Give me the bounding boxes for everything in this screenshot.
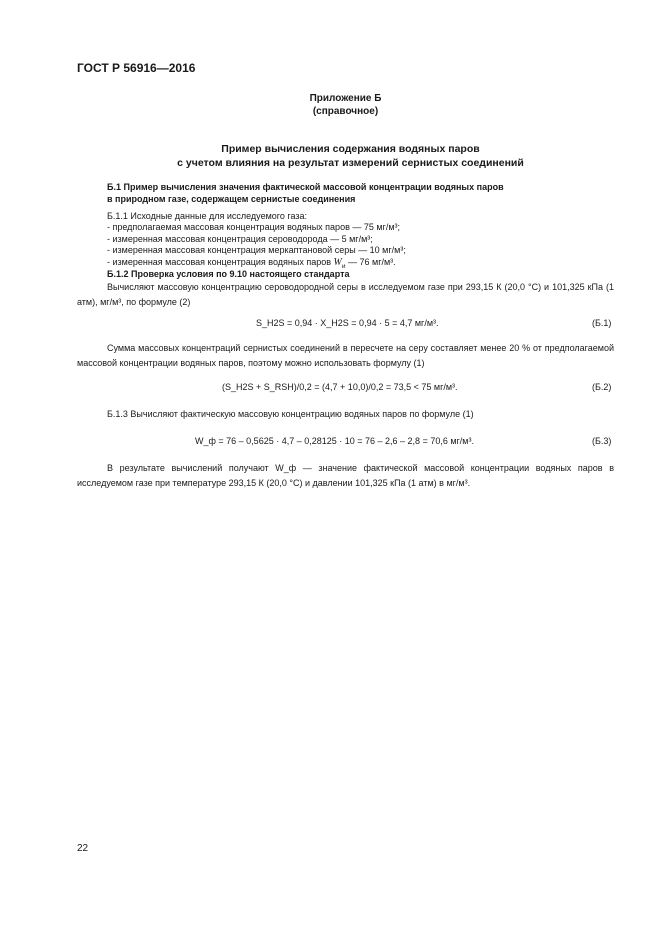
title-line-2: с учетом влияния на результат измерений сернистых соединений — [177, 157, 524, 169]
section-b1-heading-line1: Б.1 Пример вычисления значения фактической массовой концентрации водяных паров — [107, 182, 504, 192]
appendix-type: (справочное) — [312, 106, 379, 117]
section-b1-heading-line2: в природном газе, содержащем сернистые соединения — [107, 194, 356, 204]
paragraph-2: Сумма массовых концентраций сернистых соединений в пересчете на серу составляет менее 20 % от предполагаемой массовой концентрации водяных паров, поэтому можно использовать формулу (1) — [77, 343, 614, 368]
equation-number-b3: (Б.3) — [592, 436, 612, 446]
list-item: - измеренная массовая концентрация сероводорода — 5 мг/м³; — [107, 234, 373, 244]
list-item: - измеренная массовая концентрация меркаптановой серы — 10 мг/м³; — [107, 245, 406, 255]
list-item-tail: — 76 мг/м³. — [345, 257, 396, 267]
variable-subscript: и — [341, 262, 346, 270]
paragraph-1: Вычисляют массовую концентрацию сероводородной серы в исследуемом газе при 293,15 К (20,0 °С) и 101,325 кПа (1 атм), мг/м³, по формуле (2) — [77, 282, 614, 307]
page-number: 22 — [77, 843, 89, 854]
list-item: - измеренная массовая концентрация водяных паров — [107, 257, 331, 267]
document-code: ГОСТ Р 56916—2016 — [77, 61, 196, 75]
appendix-label: Приложение Б — [309, 93, 382, 104]
equation-number-b2: (Б.2) — [592, 382, 612, 392]
title-line-1: Пример вычисления содержания водяных паров — [221, 143, 480, 155]
list-item: - предполагаемая массовая концентрация водяных паров — 75 мг/м³; — [107, 222, 401, 232]
subsection-b12: Б.1.2 Проверка условия по 9.10 настоящего стандарта — [107, 269, 350, 279]
variable-w: W — [333, 257, 342, 268]
subsection-b11: Б.1.1 Исходные данные для исследуемого газа: — [107, 211, 307, 221]
paragraph-3: Б.1.3 Вычисляют фактическую массовую концентрацию водяных паров по формуле (1) — [107, 409, 474, 419]
appendix-heading — [0, 92, 661, 118]
equation-b2: (S_H2S + S_RSH)/0,2 = (4,7 + 10,0)/0,2 = 73,5 < 75 мг/м³. — [222, 382, 458, 392]
equation-number-b1: (Б.1) — [592, 318, 612, 328]
equation-b1: S_H2S = 0,94 · X_H2S = 0,94 · 5 = 4,7 мг/м³. — [256, 318, 439, 328]
appendix-title — [0, 142, 661, 170]
equation-b3: W_ф = 76 – 0,5625 · 4,7 – 0,28125 · 10 = 76 – 2,6 – 2,8 = 70,6 мг/м³. — [195, 436, 474, 446]
paragraph-4: В результате вычислений получают W_ф — значение фактической массовой концентрации водяных паров в исследуемом газе при температуре 293,15 К (20,0 °С) и давлении 101,325 кПа (1 атм) в мг/м³. — [77, 463, 614, 488]
